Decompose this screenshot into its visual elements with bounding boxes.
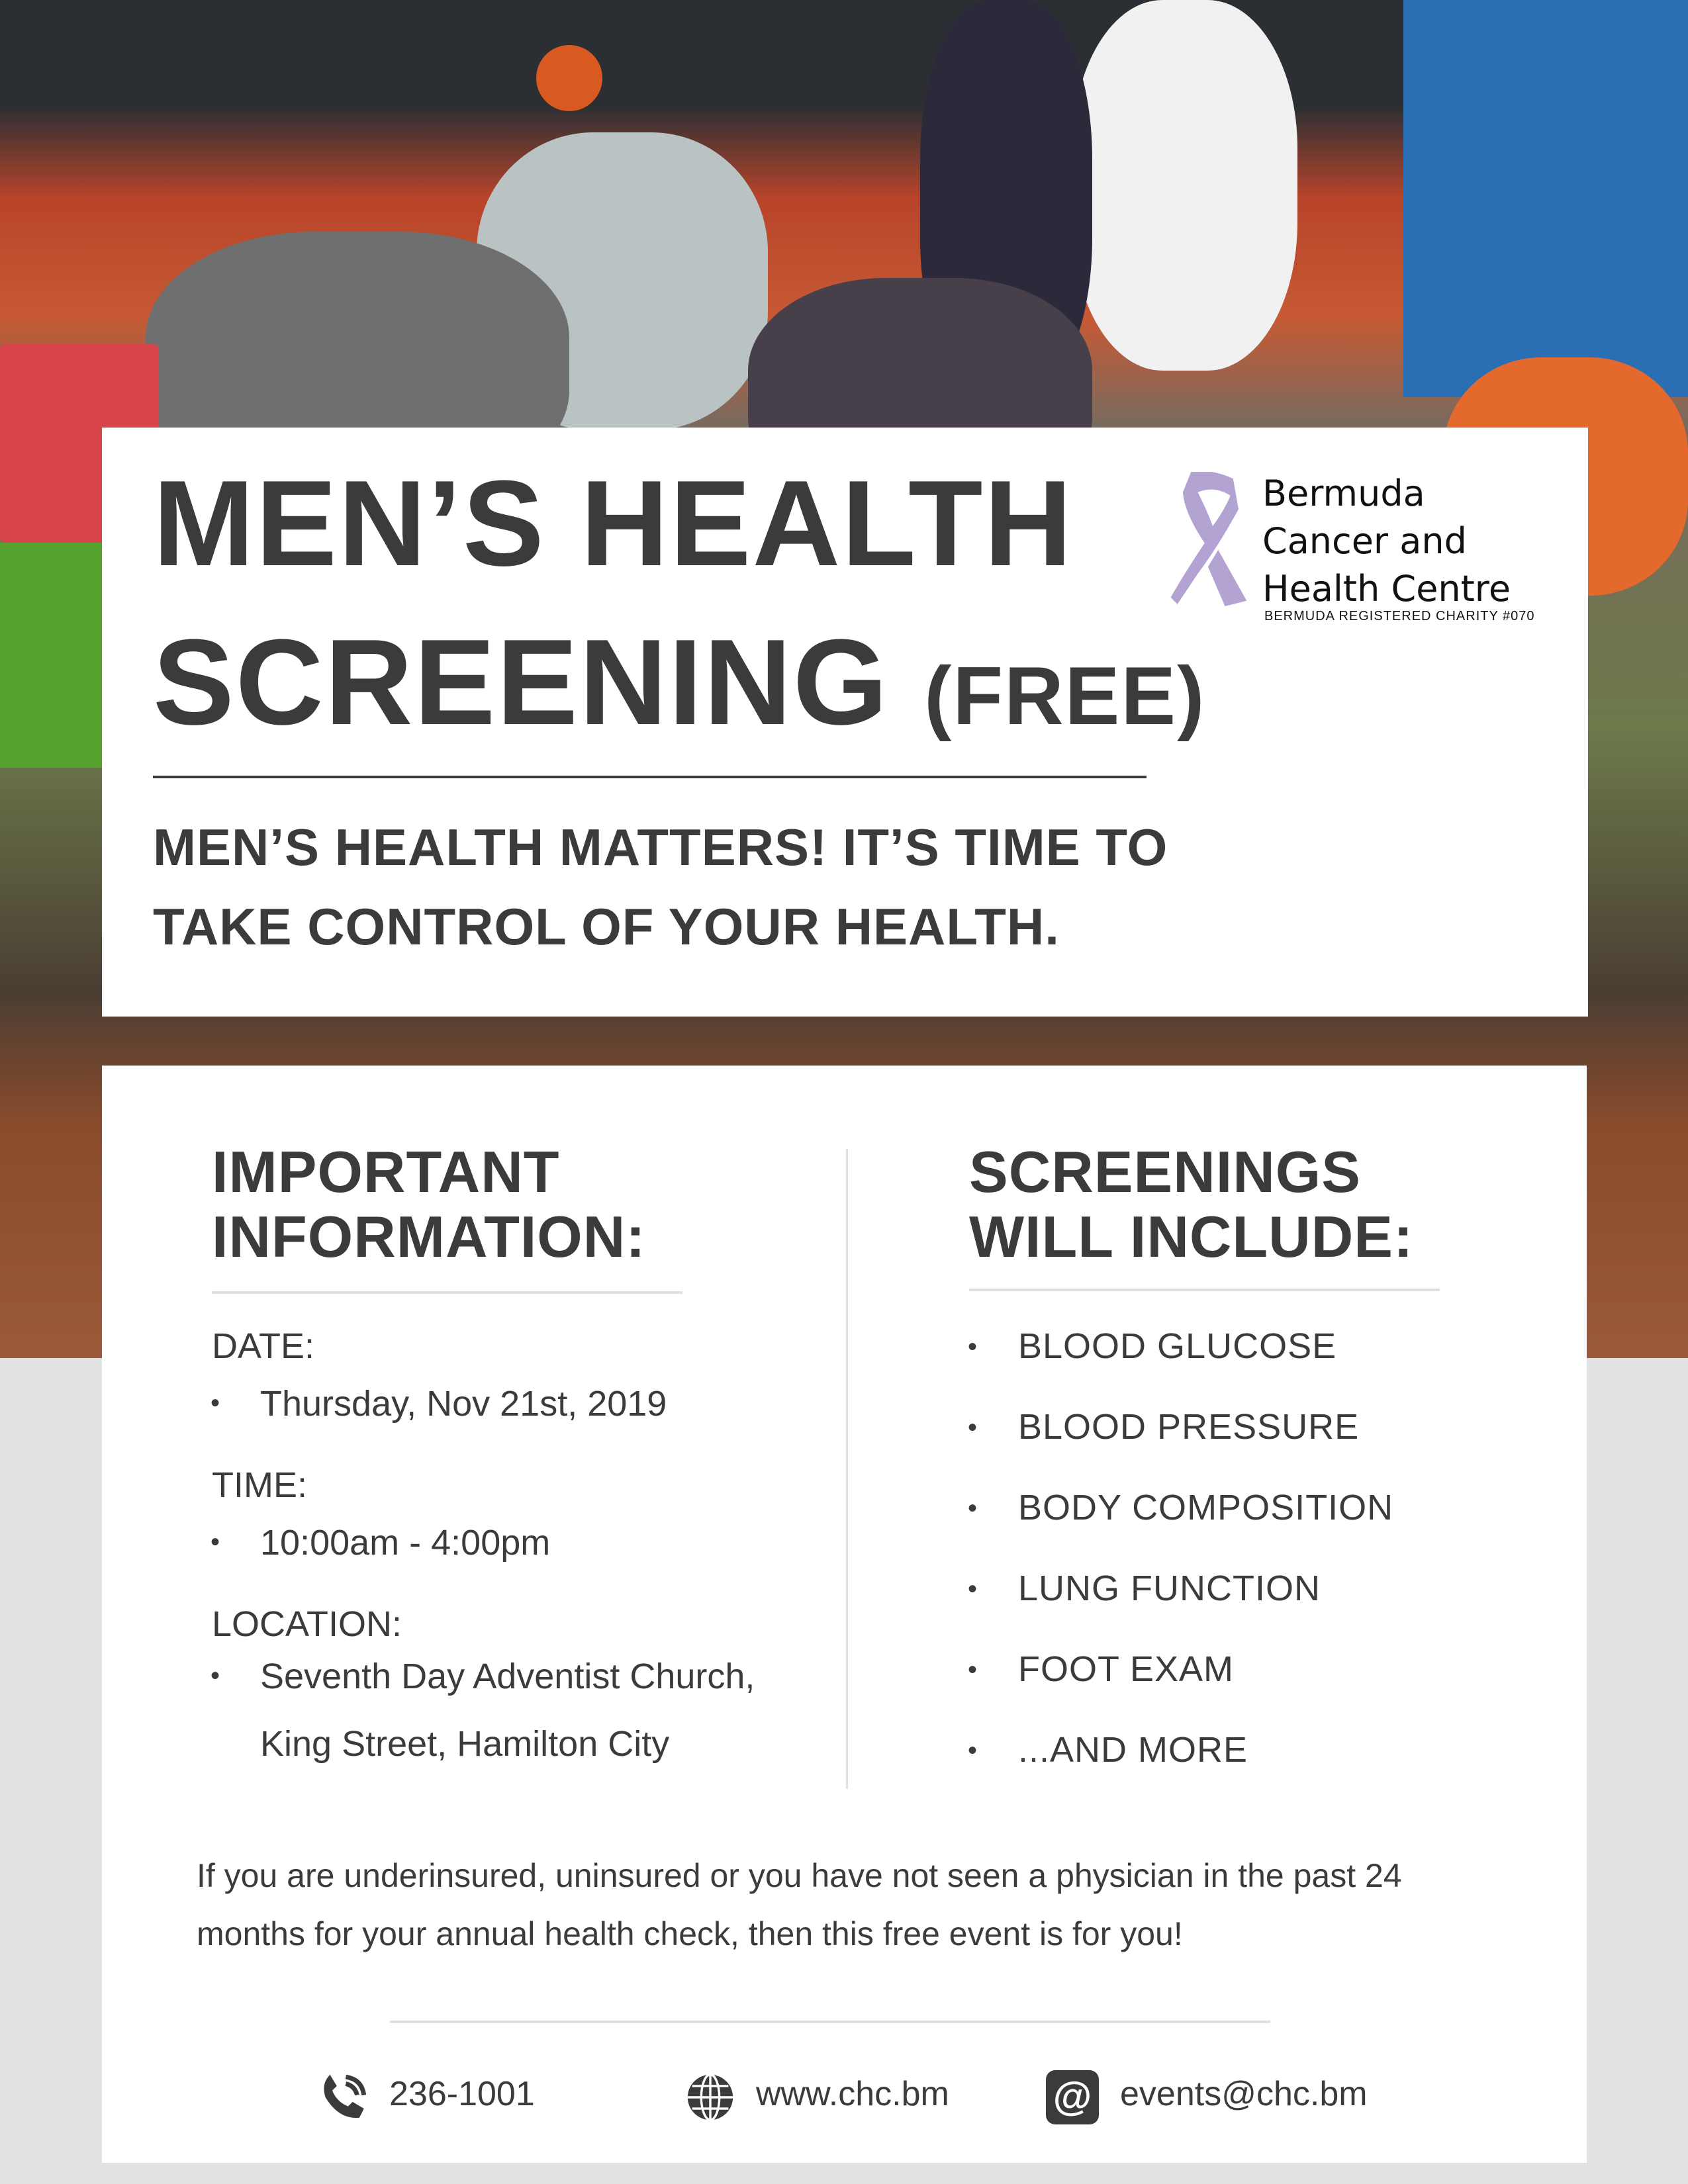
bullet: •	[968, 1494, 978, 1523]
right-heading-rule	[969, 1289, 1440, 1291]
logo-line1: Bermuda	[1262, 473, 1425, 514]
time-value: 10:00am - 4:00pm	[260, 1523, 551, 1563]
bullet: •	[211, 1661, 220, 1690]
screening-item: FOOT EXAM	[1018, 1649, 1235, 1689]
title-screening: SCREENING	[153, 614, 889, 750]
screening-item: ...AND MORE	[1018, 1730, 1248, 1770]
heading-line2: INFORMATION:	[212, 1204, 646, 1269]
bullet: •	[211, 1388, 220, 1418]
location-value	[260, 1643, 755, 1778]
left-heading-rule	[212, 1291, 682, 1294]
email-link[interactable]: events@chc.bm	[1120, 2075, 1368, 2113]
green-table	[0, 543, 106, 768]
website-link[interactable]: www.chc.bm	[756, 2075, 949, 2113]
banner-blue	[1403, 0, 1688, 397]
column-divider	[846, 1149, 848, 1789]
time-label: TIME:	[212, 1465, 307, 1505]
screening-item: BLOOD GLUCOSE	[1018, 1326, 1337, 1366]
note-line2: months for your annual health check, then this free event is for you!	[197, 1915, 1183, 1952]
ribbon-icon	[1168, 472, 1254, 608]
location-label: LOCATION:	[212, 1604, 402, 1644]
logo-line3: Health Centre	[1262, 568, 1511, 610]
bullet: •	[968, 1332, 978, 1361]
email-icon: @	[1046, 2070, 1099, 2124]
bullet: •	[968, 1413, 978, 1442]
screening-item: BODY COMPOSITION	[1018, 1488, 1394, 1527]
note-line1: If you are underinsured, uninsured or you have not seen a physician in the past 24	[197, 1857, 1402, 1894]
phone-icon	[316, 2070, 371, 2124]
heading-line1: IMPORTANT	[212, 1139, 560, 1205]
screening-item: BLOOD PRESSURE	[1018, 1407, 1360, 1447]
logo	[1168, 470, 1539, 629]
basketball	[536, 45, 602, 111]
footer-rule	[390, 2021, 1270, 2023]
bullet: •	[968, 1655, 978, 1684]
page-title-line2	[153, 615, 1205, 762]
charity-number: BERMUDA REGISTERED CHARITY #070	[1264, 609, 1535, 623]
heading-line2: WILL INCLUDE:	[969, 1204, 1414, 1269]
bullet: •	[968, 1574, 978, 1604]
eligibility-note	[197, 1846, 1402, 1963]
bullet: •	[211, 1527, 220, 1557]
screenings-heading	[969, 1140, 1413, 1269]
logo-line2: Cancer and	[1262, 520, 1467, 562]
phone-number[interactable]: 236-1001	[389, 2075, 535, 2113]
page-title-line1: MEN’S HEALTH	[153, 455, 1074, 591]
heading-line1: SCREENINGS	[969, 1139, 1361, 1205]
location-line2: King Street, Hamilton City	[260, 1724, 670, 1764]
location-line1: Seventh Day Adventist Church,	[260, 1657, 755, 1696]
subtitle-line2: TAKE CONTROL OF YOUR HEALTH.	[153, 897, 1060, 956]
subtitle-line1: MEN’S HEALTH MATTERS! IT’S TIME TO	[153, 818, 1168, 876]
globe-icon	[683, 2070, 737, 2124]
date-label: DATE:	[212, 1326, 315, 1366]
title-free: (FREE)	[924, 651, 1206, 742]
date-value: Thursday, Nov 21st, 2019	[260, 1384, 667, 1424]
person-white	[1072, 0, 1297, 371]
bullet: •	[968, 1736, 978, 1765]
title-divider	[153, 776, 1147, 778]
screening-item: LUNG FUNCTION	[1018, 1569, 1321, 1608]
logo-text	[1262, 470, 1511, 613]
important-info-heading	[212, 1140, 646, 1269]
